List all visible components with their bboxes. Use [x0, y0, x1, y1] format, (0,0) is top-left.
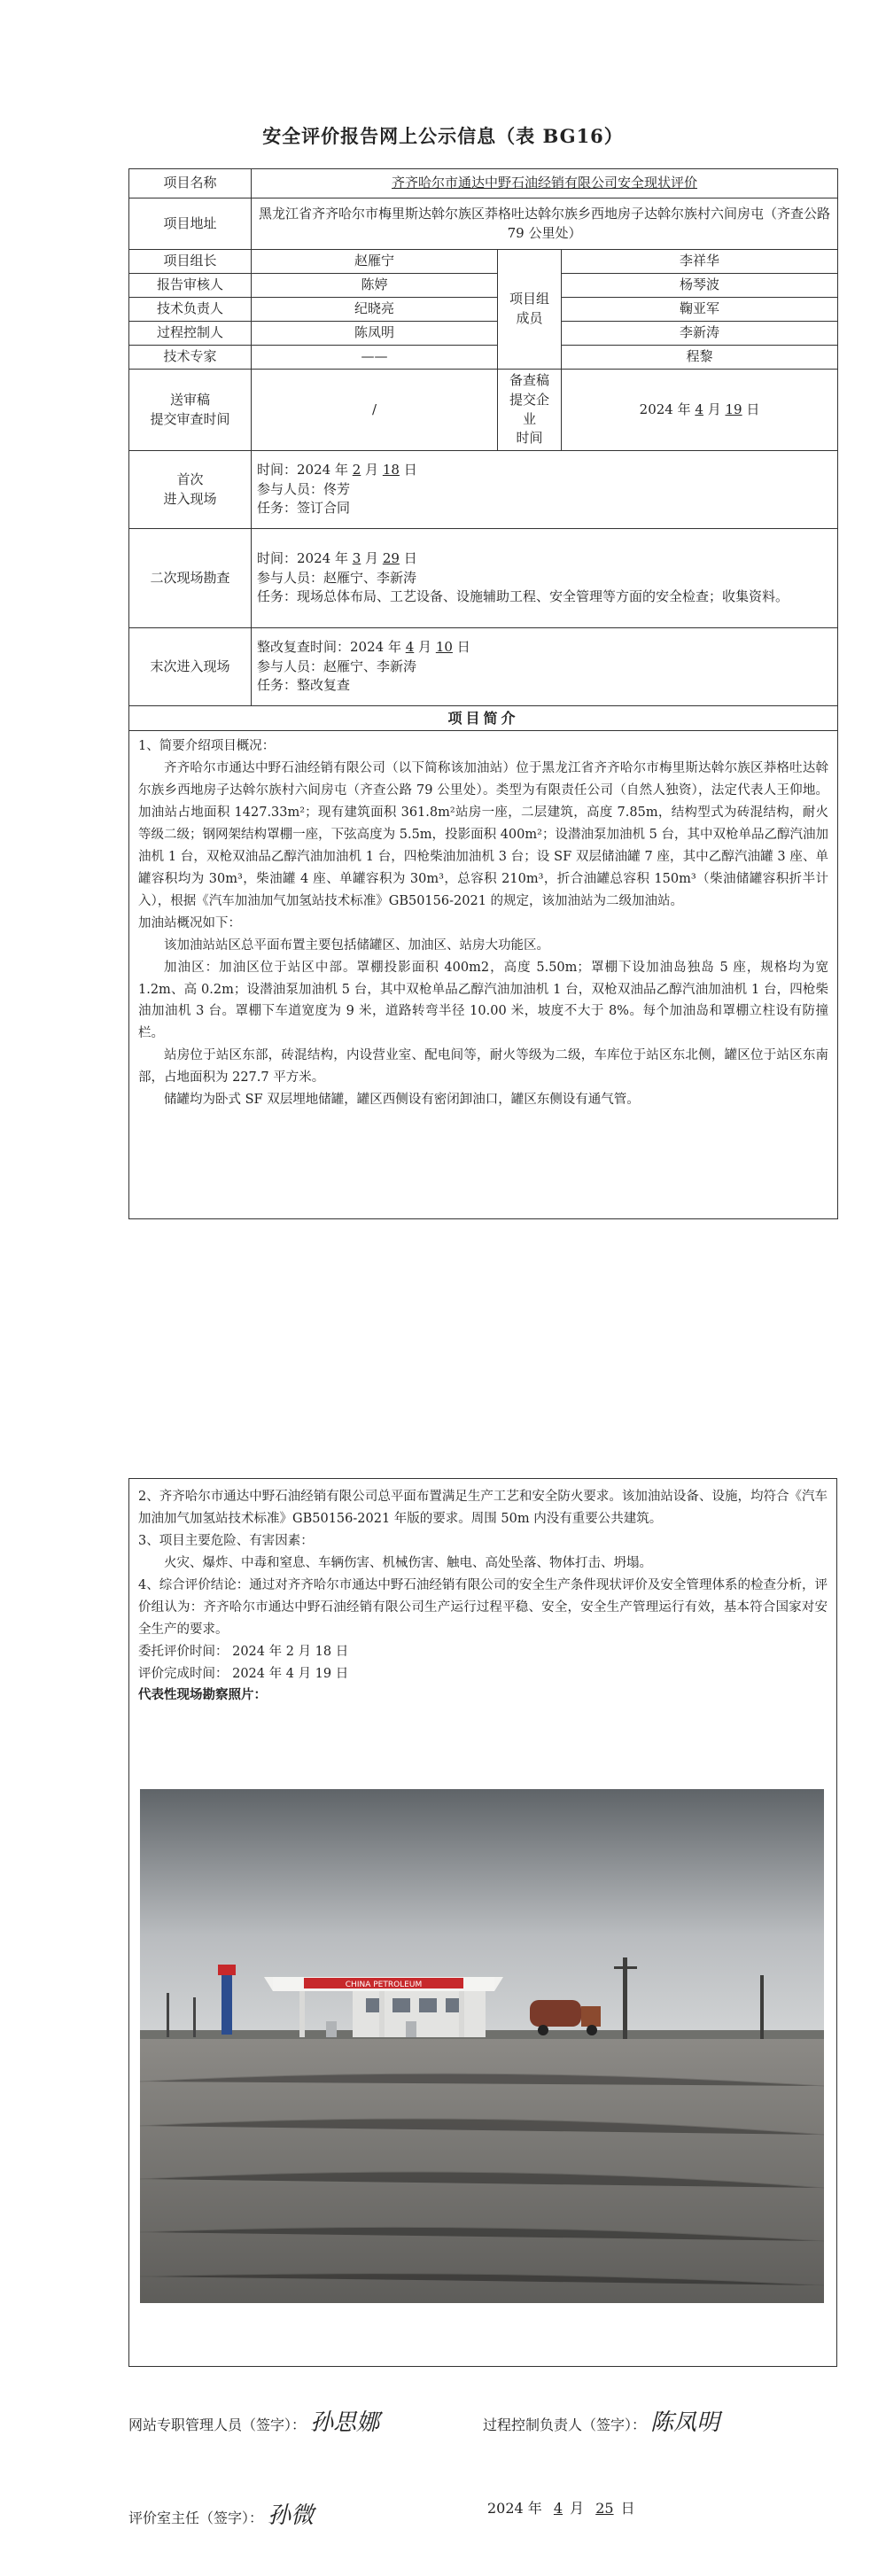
photo-caption: 代表性现场勘察照片：	[138, 1687, 267, 1703]
leader-value: 赵雁宁	[252, 250, 498, 274]
section-3-title: 3、项目主要危险、有害因素：	[138, 1533, 314, 1548]
process-leader-handwriting: 陈凤明	[650, 2409, 720, 2436]
intro-para-4: 站房位于站区东部，砖混结构，内设营业室、配电间等，耐火等级为二级，车库位于站区东北侧，罐区位于站区东南部，占地面积为 227.7 平方米。	[138, 1048, 829, 1086]
intro-para-2: 该加油站站区总平面布置主要包括储罐区、加油区、站房大功能区。	[164, 938, 549, 953]
intro-heading: 项目简介	[129, 706, 838, 731]
site-photo	[140, 1789, 824, 2303]
canopy-sign-text: CHINA PETROLEUM	[345, 1981, 423, 1989]
project-name: 齐齐哈尔市通达中野石油经销有限公司安全现状评价	[252, 169, 838, 198]
intro-sub: 加油站概况如下：	[138, 915, 241, 930]
last-visit-label: 末次进入现场	[129, 628, 252, 706]
members-label: 项目组 成员	[498, 250, 562, 370]
filing-label: 备查稿 提交企业 时间	[498, 370, 562, 451]
section-3-body: 火灾、爆炸、中毒和窒息、车辆伤害、机械伤害、触电、高处坠落、物体打击、坍塌。	[164, 1555, 652, 1570]
intro-para-5: 储罐均为卧式 SF 双层埋地储罐，罐区西侧设有密闭卸油口，罐区东侧设有通气管。	[164, 1093, 640, 1108]
member-1: 李祥华	[562, 250, 838, 274]
project-name-label: 项目名称	[129, 169, 252, 198]
member-5: 程黎	[562, 346, 838, 370]
submit-value: /	[252, 370, 498, 451]
reviewer-label: 报告审核人	[129, 274, 252, 298]
info-table	[128, 168, 838, 1219]
submit-label: 送审稿 提交审查时间	[129, 370, 252, 451]
intro-body	[129, 731, 838, 1219]
complete-time: 评价完成时间： 2024 年 4 月 19 日	[138, 1666, 349, 1681]
leader-label: 项目组长	[129, 250, 252, 274]
sign-date: 2024 年 4 月 25 日	[487, 2500, 635, 2517]
commission-time: 委托评价时间： 2024 年 2 月 18 日	[138, 1644, 349, 1659]
intro-section-1-title: 1、简要介绍项目概况：	[138, 739, 276, 754]
last-visit-detail: 整改复查时间：2024 年 4 月 10 日 参与人员：赵雁宁、李新涛 任务：整改复查	[252, 628, 838, 706]
process-ctrl-value: 陈凤明	[252, 322, 498, 346]
reviewer-value: 陈婷	[252, 274, 498, 298]
section-2: 2、齐齐哈尔市通达中野石油经销有限公司总平面布置满足生产工艺和安全防火要求。该加油站设备、设施，均符合《汽车加油加气加氢站技术标准》GB50156-2021 年版的要求。周围 50m 内没有重要公共建筑。	[138, 1490, 828, 1526]
station-manager-handwriting: 孙思娜	[310, 2409, 380, 2436]
expert-value: ——	[252, 346, 498, 370]
second-visit-detail: 时间：2024 年 3 月 29 日 参与人员：赵雁宁、李新涛 任务：现场总体布局、工艺设备、设施辅助工程、安全管理等方面的安全检查；收集资料。	[252, 529, 838, 628]
member-4: 李新涛	[562, 322, 838, 346]
page-title: 安全评价报告网上公示信息（表 BG16）	[262, 125, 624, 147]
member-2: 杨琴波	[562, 274, 838, 298]
gas-station-photo-illustration	[140, 1789, 824, 2303]
project-address: 黑龙江省齐齐哈尔市梅里斯达斡尔族区莽格吐达斡尔族乡西地房子达斡尔族村六间房屯（齐查公路 79 公里处）	[252, 198, 838, 250]
tech-lead-label: 技术负责人	[129, 298, 252, 322]
station-manager-signature: 网站专职管理人员（签字）： 孙思娜	[128, 2409, 380, 2436]
intro-para-1: 齐齐哈尔市通达中野石油经销有限公司（以下简称该加油站）位于黑龙江省齐齐哈尔市梅里斯达斡尔族区莽格吐达斡尔族乡西地房子达斡尔族村六间房屯（齐查公路 79 公里处）。类型为有限责任公司（自然人独资），法定代表人王仰地。加油站占地面积 1427.33m²；现有建筑面积 361.8m²站房一座，二层建筑，高度 7.85m，结构型式为砖混结构，耐火等级二级；钢网架结构罩棚一座，下弦高度为 5.5m，投影面积 400m²；设潜油泵加油机 5 台，其中双枪单品乙醇汽油加油机 1 台，双枪双油品乙醇汽油加油机 1 台，四枪柴油加油机 3 台；设 SF 双层储油罐 7 座，其中乙醇汽油罐 3 座、单罐容积均为 30m³，柴油罐 4 座、单罐容积为 30m³，总容积 210m³，折合油罐总容积 150m³（柴油储罐容积折半计入），根据《汽车加油加气加氢站技术标准》GB50156-2021 的规定，该加油站为二级加油站。	[138, 761, 829, 908]
process-ctrl-label: 过程控制人	[129, 322, 252, 346]
first-visit-label: 首次 进入现场	[129, 451, 252, 529]
intro-para-3: 加油区：加油区位于站区中部。罩棚投影面积 400m2，高度 5.50m；罩棚下设加油岛独岛 5 座，规格均为宽 1.2m、高 0.2m；设潜油泵加油机 5 台，其中双枪单品乙醇汽油加油机 1 台，双枪双油品乙醇汽油加油机 1 台，四枪柴油加油机 3 台。罩棚下车道宽度为 9 米，道路转弯半径 10.00 米，坡度不大于 8%。每个加油岛和罩棚立柱设有防撞栏。	[138, 960, 829, 1041]
project-address-label: 项目地址	[129, 198, 252, 250]
first-visit-detail: 时间：2024 年 2 月 18 日 参与人员：佟芳 任务：签订合同	[252, 451, 838, 529]
filing-date: 2024 年 4 月 19 日	[562, 370, 838, 451]
member-3: 鞠亚军	[562, 298, 838, 322]
tech-lead-value: 纪晓亮	[252, 298, 498, 322]
director-handwriting: 孙微	[268, 2502, 315, 2529]
section-4: 4、综合评价结论：通过对齐齐哈尔市通达中野石油经销有限公司的安全生产条件现状评价及安全管理体系的检查分析，评价组认为：齐齐哈尔市通达中野石油经销有限公司生产运行过程平稳、安全，安全生产管理运行有效，基本符合国家对安全生产的要求。	[138, 1577, 828, 1637]
director-signature: 评价室主任（签字）： 孙微	[128, 2502, 315, 2529]
second-visit-label: 二次现场勘查	[129, 529, 252, 628]
continuation-box	[128, 1478, 837, 2367]
process-leader-signature: 过程控制负责人（签字）： 陈凤明	[483, 2409, 720, 2436]
expert-label: 技术专家	[129, 346, 252, 370]
